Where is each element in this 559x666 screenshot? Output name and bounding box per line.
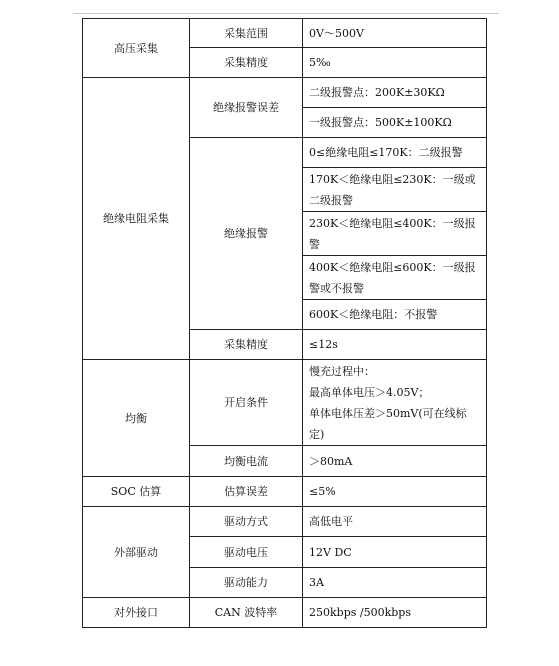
top-rule <box>73 13 499 14</box>
spec-table <box>82 18 487 628</box>
category-insulation: 绝缘电阻采集 <box>83 78 190 360</box>
value-line: 警或不报警 <box>309 281 364 295</box>
item-value: 12V DC <box>303 537 487 568</box>
value-line: 二级报警 <box>309 193 353 207</box>
category-soc: SOC 估算 <box>83 477 190 507</box>
item-label: CAN 波特率 <box>190 598 303 628</box>
item-value: ≤12s <box>303 330 487 360</box>
item-label: 绝缘报警 <box>190 138 303 330</box>
item-value: 3A <box>303 568 487 598</box>
value-line: 230K＜绝缘电阻≤400K：一级报 <box>309 216 476 230</box>
value-line: 170K＜绝缘电阻≤230K：一级或 <box>309 172 476 186</box>
value-line: 定) <box>309 427 325 441</box>
item-label: 估算误差 <box>190 477 303 507</box>
table-row <box>83 19 487 48</box>
table-row <box>83 598 487 628</box>
item-value: 600K＜绝缘电阻：不报警 <box>303 300 487 330</box>
item-label: 驱动方式 <box>190 507 303 537</box>
value-line: 单体电体压差＞50mV(可在线标 <box>309 406 467 420</box>
table-row <box>83 477 487 507</box>
item-label: 均衡电流 <box>190 446 303 477</box>
item-value: 0≤绝缘电阻≤170K：二级报警 <box>303 138 487 168</box>
item-label: 开启条件 <box>190 360 303 446</box>
item-value <box>303 212 487 256</box>
item-value: ＞80mA <box>303 446 487 477</box>
item-value: ≤5% <box>303 477 487 507</box>
item-value <box>303 256 487 300</box>
table-row <box>83 360 487 446</box>
value-line: 警 <box>309 237 320 251</box>
item-value: 0V～500V <box>303 19 487 48</box>
item-label: 驱动电压 <box>190 537 303 568</box>
table-row <box>83 78 487 108</box>
table-row <box>83 507 487 537</box>
value-line: 400K＜绝缘电阻≤600K：一级报 <box>309 260 476 274</box>
item-value: 5‰ <box>303 48 487 78</box>
item-label: 采集精度 <box>190 330 303 360</box>
item-label: 驱动能力 <box>190 568 303 598</box>
value-line: 慢充过程中： <box>309 364 375 378</box>
category-balance: 均衡 <box>83 360 190 477</box>
item-value <box>303 360 487 446</box>
item-value: 250kbps /500kbps <box>303 598 487 628</box>
item-value: 二级报警点：200K±30KΩ <box>303 78 487 108</box>
item-value: 高低电平 <box>303 507 487 537</box>
item-label: 绝缘报警误差 <box>190 78 303 138</box>
category-external-drive: 外部驱动 <box>83 507 190 598</box>
item-value <box>303 168 487 212</box>
item-label: 采集精度 <box>190 48 303 78</box>
category-interface: 对外接口 <box>83 598 190 628</box>
item-label: 采集范围 <box>190 19 303 48</box>
value-line: 最高单体电压＞4.05V； <box>309 385 430 399</box>
category-high-voltage: 高压采集 <box>83 19 190 78</box>
item-value: 一级报警点：500K±100KΩ <box>303 108 487 138</box>
